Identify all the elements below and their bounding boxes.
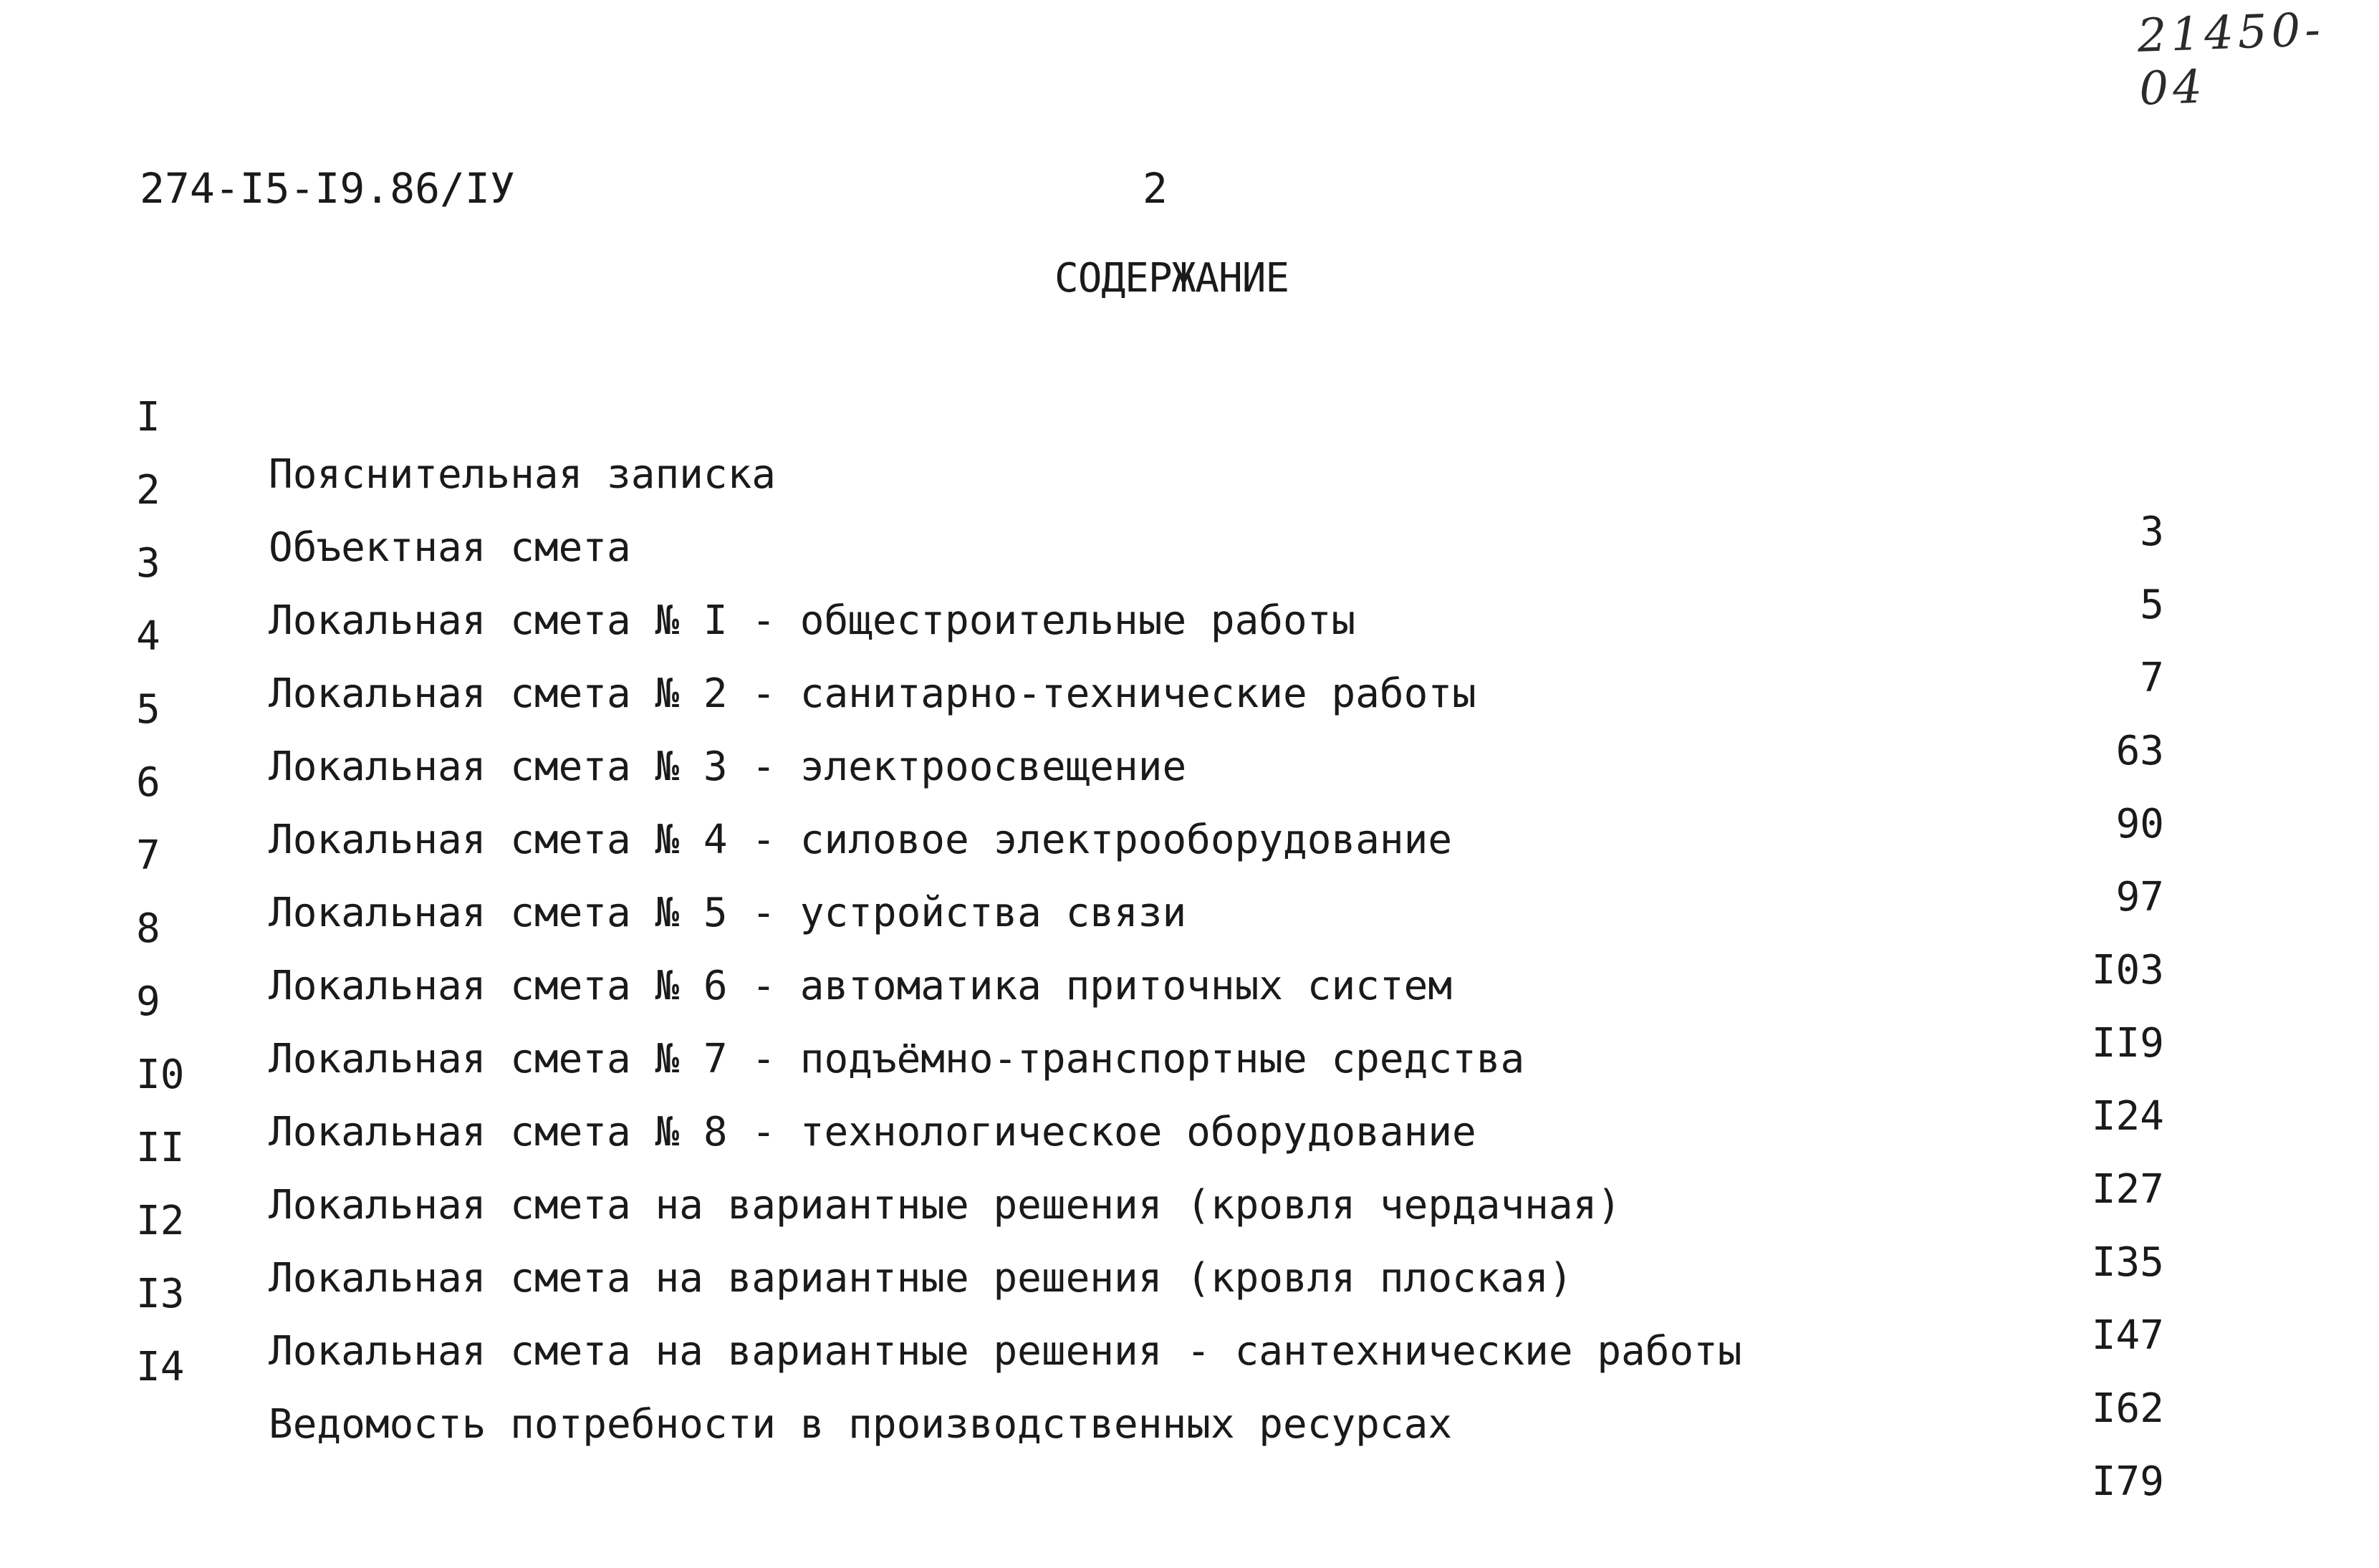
page-number: 2 — [1143, 164, 1168, 213]
toc-row-page: 3 — [2140, 509, 2164, 555]
toc-row-page: II9 — [2091, 1020, 2164, 1067]
toc-row-title: Локальная смета № 4 - силовое электрооборудование — [269, 817, 1453, 863]
toc-row-title: Локальная смета № 3 - электроосвещение — [269, 744, 1187, 790]
toc-row-number: 7 — [136, 832, 160, 879]
toc-row-page: I62 — [2091, 1385, 2164, 1432]
document-code: 274-I5-I9.86/IУ — [140, 164, 515, 213]
handwritten-stamp-number: 21450-04 — [2136, 3, 2326, 116]
toc-row-number: 2 — [136, 467, 160, 514]
toc-row-number: I — [136, 394, 160, 441]
toc-row-number: 8 — [136, 905, 160, 952]
toc-row-page: 97 — [2115, 874, 2164, 920]
toc-row-number: I0 — [136, 1052, 185, 1098]
toc-row-page: I47 — [2091, 1312, 2164, 1359]
toc-row-title: Ведомость потребности в производственных ресурсах — [269, 1401, 1453, 1448]
toc-row-number: 9 — [136, 978, 160, 1025]
toc-row-page: 90 — [2115, 801, 2164, 847]
toc-row-number: II — [136, 1125, 185, 1171]
toc-row-title: Пояснительная записка — [269, 451, 777, 498]
toc-row-number: 5 — [136, 686, 160, 733]
toc-row-number: I3 — [136, 1271, 185, 1317]
toc-row-page: 5 — [2140, 582, 2164, 628]
toc-row-title: Локальная смета № 7 - подъёмно-транспортные средства — [269, 1036, 1525, 1082]
toc-row-page: I03 — [2091, 947, 2164, 994]
toc-row-page: I24 — [2091, 1093, 2164, 1140]
toc-row-title: Локальная смета на вариантные решения (кровля чердачная) — [269, 1182, 1622, 1228]
toc-row-page: I35 — [2091, 1239, 2164, 1286]
toc-row-title: Локальная смета на вариантные решения (кровля плоская) — [269, 1255, 1573, 1302]
toc-row-title: Локальная смета № 8 - технологическое оборудование — [269, 1109, 1476, 1155]
toc-row-title: Локальная смета № 6 - автоматика приточных систем — [269, 963, 1453, 1009]
toc-row-number: I4 — [136, 1344, 185, 1390]
toc-row-page: I79 — [2091, 1458, 2164, 1505]
toc-row-number: 6 — [136, 759, 160, 806]
toc-row-page: 63 — [2115, 728, 2164, 774]
toc-row-title: Локальная смета № I - общестроительные работы — [269, 597, 1356, 644]
toc-row-page: I27 — [2091, 1166, 2164, 1213]
toc-row-number: I2 — [136, 1198, 185, 1244]
toc-row-number: 4 — [136, 613, 160, 660]
toc-row-title: Локальная смета № 5 - устройства связи — [269, 890, 1187, 936]
toc-row-page: 7 — [2140, 655, 2164, 701]
toc-row-number: 3 — [136, 540, 160, 587]
toc-row-title: Объектная смета — [269, 524, 631, 571]
toc-row-title: Локальная смета на вариантные решения - сантехнические работы — [269, 1328, 1742, 1375]
toc-row-title: Локальная смета № 2 - санитарно-технические работы — [269, 670, 1476, 717]
toc-title: СОДЕРЖАНИЕ — [1054, 255, 1289, 302]
